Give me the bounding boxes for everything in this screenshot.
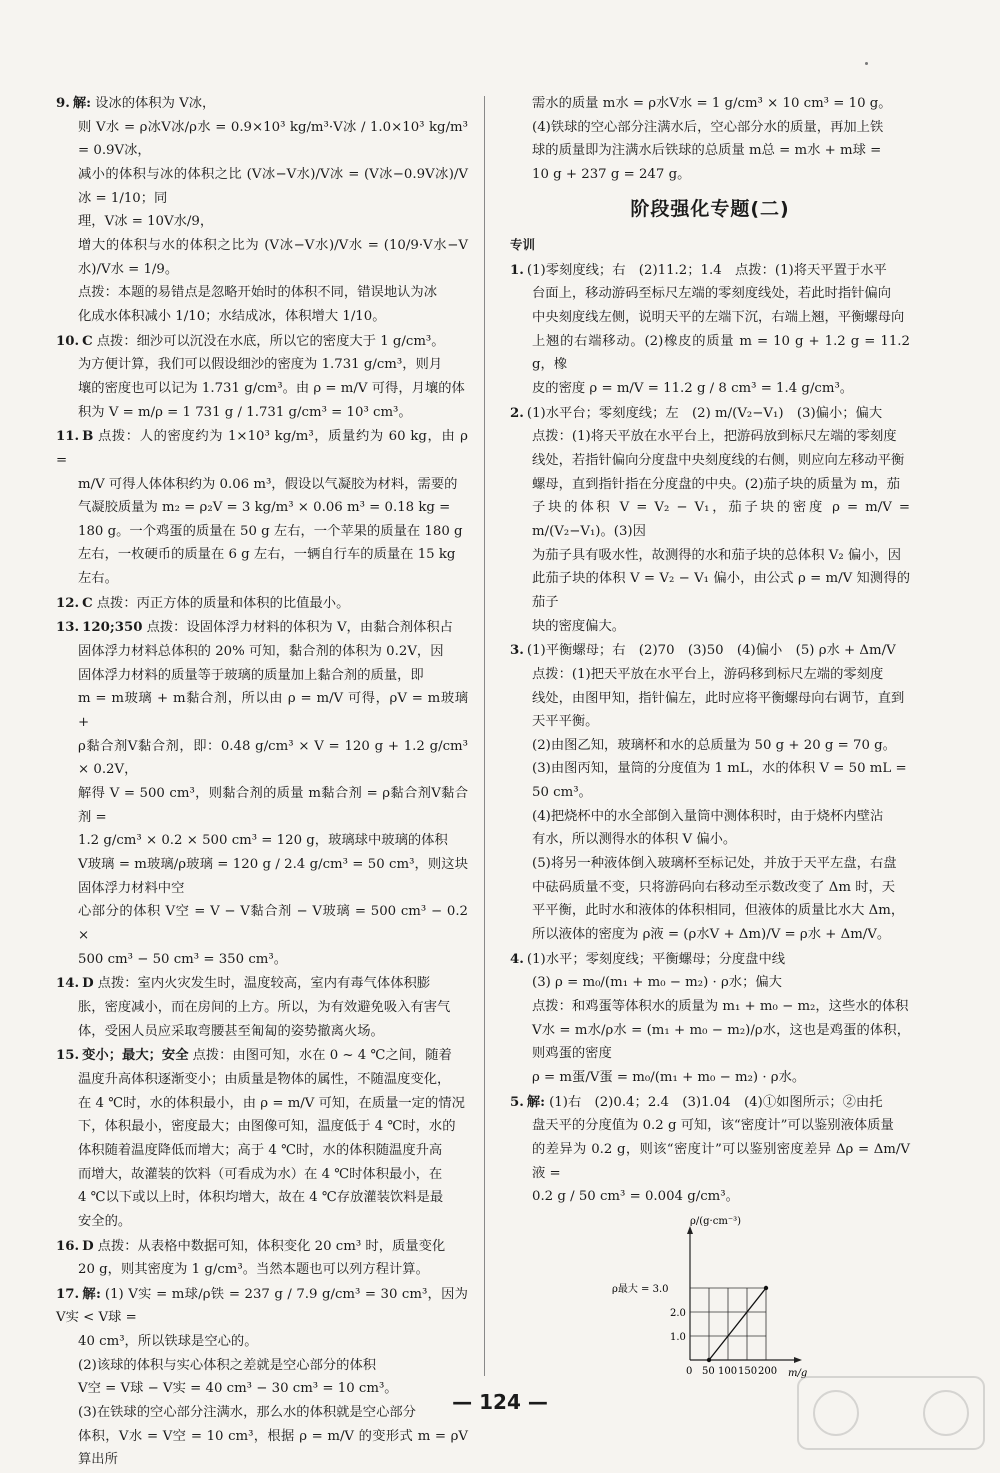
item-number: 11. bbox=[56, 429, 80, 445]
line-text: 点拨：从表格中数据可知，体积变化 20 cm³ 时，质量变化 bbox=[97, 1238, 446, 1254]
continued-line: (4)铁球的空心部分注满水后，空心部分水的质量，再加上铁 bbox=[532, 119, 884, 135]
line-text: 180 g。一个鸡蛋的质量在 50 g 左右，一个苹果的质量在 180 g bbox=[78, 523, 463, 539]
line-text: 体，受困人员应采取弯腰甚至匍匐的姿势撤离火场。 bbox=[78, 1023, 384, 1039]
left-item-line bbox=[56, 1092, 468, 1116]
line-text: 点拨：细沙可以沉没在水底，所以它的密度大于 1 g/cm³。 bbox=[96, 333, 445, 349]
right-item bbox=[510, 259, 910, 401]
page-number: — 124 — bbox=[452, 1390, 548, 1414]
left-item-line bbox=[56, 640, 468, 664]
watermark-left bbox=[12, 760, 102, 1280]
left-item-line bbox=[56, 1068, 468, 1092]
line-text: (1)平衡螺母；右 (2)70 (3)50 (4)偏小 (5) ρ水 + Δm/V bbox=[526, 643, 896, 659]
line-text: ρ = m蛋/V蛋 = m₀/(m₁ + m₀ − m₂) · ρ水。 bbox=[532, 1070, 806, 1085]
speck bbox=[865, 62, 868, 65]
line-text: (1) V实 = m球/ρ铁 = 237 g / 7.9 g/cm³ = 30 cm³，因为 V实 < V球 = bbox=[56, 1286, 468, 1326]
left-item bbox=[56, 1044, 468, 1233]
continued-line: 球的质量即为注满水后铁球的总质量 m总 = m水 + m球 = bbox=[532, 143, 882, 159]
right-item-line bbox=[510, 259, 910, 283]
right-item-line bbox=[510, 496, 910, 543]
item-answer: 解: bbox=[82, 1286, 101, 1302]
left-item-line bbox=[56, 401, 468, 425]
right-item-line bbox=[510, 971, 910, 995]
right-item-line bbox=[510, 377, 910, 401]
item-answer: 120;350 bbox=[82, 620, 143, 636]
right-item-line bbox=[510, 639, 910, 663]
left-item bbox=[56, 1235, 468, 1282]
left-item-line bbox=[56, 900, 468, 947]
right-item-line bbox=[510, 710, 910, 734]
left-column bbox=[56, 92, 468, 1473]
item-number: 3. bbox=[510, 643, 524, 659]
item-answer: 解: bbox=[72, 96, 92, 111]
right-item-line bbox=[510, 876, 910, 900]
left-item-line bbox=[56, 520, 468, 544]
graph-x-axis-label: m/g bbox=[788, 1368, 808, 1379]
right-item-line bbox=[510, 1019, 910, 1066]
graph-y-max-label: ρ最大 = 3.0 bbox=[612, 1284, 669, 1295]
line-text: 20 g，则其密度为 1 g/cm³。当然本题也可以列方程计算。 bbox=[78, 1262, 429, 1278]
line-text: 体积，V水 = V空 = 10 cm³，根据 ρ = m/V 的变形式 m = ρV 算出所 bbox=[78, 1428, 468, 1468]
left-item-line bbox=[56, 1425, 468, 1472]
graph-y-tick-1: 1.0 bbox=[670, 1332, 686, 1343]
line-text: 增大的体积与水的体积之比为 (V冰−V水)/V水 = (10/9·V水−V水)/V水 = 1/9。 bbox=[78, 237, 468, 277]
left-item-line bbox=[56, 210, 468, 234]
left-item-line bbox=[56, 616, 468, 640]
line-text: 体积随着温度降低而增大；高于 4 ℃时，水的体积随温度升高 bbox=[78, 1142, 443, 1158]
item-number: 4. bbox=[510, 951, 524, 967]
line-text: (2)由图乙知，玻璃杯和水的总质量为 50 g + 20 g = 70 g。 bbox=[532, 737, 896, 753]
graph-x-tick-0: 0 bbox=[686, 1366, 693, 1377]
line-text: 胀，密度减小，而在房间的上方。所以，为有效避免吸入有害气 bbox=[78, 999, 451, 1015]
right-item bbox=[510, 1091, 910, 1209]
line-text: 点拨：人的密度约为 1×10³ kg/m³，质量约为 60 kg，由 ρ = bbox=[56, 429, 468, 468]
left-item bbox=[56, 616, 468, 971]
watermark-logo bbox=[796, 1373, 986, 1453]
item-number: 10. bbox=[56, 333, 80, 349]
line-text: 设冰的体积为 V冰， bbox=[95, 96, 216, 111]
left-item-line bbox=[56, 1044, 468, 1068]
line-text: (3) ρ = m₀/(m₁ + m₀ − m₂) · ρ水；偏大 bbox=[532, 975, 782, 991]
right-item bbox=[510, 948, 910, 1090]
right-item bbox=[510, 402, 910, 639]
line-text: 1.2 g/cm³ × 0.2 × 500 cm³ = 120 g，玻璃球中玻璃的体积 bbox=[78, 833, 448, 849]
line-text: (1)水平；零刻度线；平衡螺母；分度盘中线 bbox=[526, 951, 786, 967]
left-item-line bbox=[56, 496, 468, 520]
graph-x-tick-200: 200 bbox=[758, 1366, 778, 1377]
right-item-line bbox=[510, 852, 910, 876]
item-number: 12. bbox=[56, 595, 80, 611]
item-answer: 解: bbox=[526, 1094, 546, 1110]
left-item bbox=[56, 972, 468, 1043]
line-text: (4)把烧杯中的水全部倒入量筒中测体积时，由于烧杯内壁沾 bbox=[532, 808, 884, 824]
left-item-line bbox=[56, 473, 468, 497]
line-text: 心部分的体积 V空 = V − V黏合剂 − V玻璃 = 500 cm³ − 0.2 × bbox=[78, 904, 468, 943]
line-text: 温度升高体积逐渐变小；由质量是物体的属性，不随温度变化， bbox=[78, 1071, 451, 1087]
graph-x-tick-100: 100 bbox=[718, 1366, 738, 1377]
left-item-line bbox=[56, 234, 468, 281]
line-text: V水 = m水/ρ水 = (m₁ + m₀ − m₂)/ρ水，这也是鸡蛋的体积，则鸡蛋的密度 bbox=[532, 1022, 910, 1062]
item-answer: 变小；最大；安全 bbox=[82, 1048, 189, 1064]
line-text: 此茄子块的体积 V = V₂ − V₁ 偏小，由公式 ρ = m/V 知测得的茄子 bbox=[532, 571, 910, 610]
left-item-line bbox=[56, 853, 468, 900]
left-item-line bbox=[56, 972, 468, 996]
item-answer: C bbox=[82, 333, 93, 349]
line-text: 天平平衡。 bbox=[532, 714, 599, 730]
density-graph bbox=[612, 1210, 822, 1390]
left-item-line bbox=[56, 1020, 468, 1044]
right-item-line bbox=[510, 687, 910, 711]
line-text: 0.2 g / 50 cm³ = 0.004 g/cm³。 bbox=[532, 1189, 739, 1205]
line-text: m/V 可得人体体积约为 0.06 m³，假设以气凝胶为材料，需要的 bbox=[78, 476, 458, 492]
left-item-line bbox=[56, 829, 468, 853]
line-text: 理，V冰 = 10V水/9， bbox=[78, 214, 214, 230]
right-item-line bbox=[510, 995, 910, 1019]
line-text: (2)该球的体积与实心体积之差就是空心部分的体积 bbox=[78, 1357, 377, 1373]
line-text: 则 V水 = ρ冰V冰/ρ水 = 0.9×10³ kg/m³·V冰 / 1.0×10³ kg/m³ = 0.9V冰， bbox=[78, 119, 468, 159]
line-text: 固体浮力材料的质量等于玻璃的质量加上黏合剂的质量，即 bbox=[78, 667, 424, 683]
line-text: 点拨：本题的易错点是忽略开始时的体积不同，错误地认为冰 bbox=[78, 285, 438, 301]
right-item-line bbox=[510, 425, 910, 449]
line-text: (3)在铁球的空心部分注满水，那么水的体积就是空心部分 bbox=[78, 1405, 416, 1421]
right-item bbox=[510, 639, 910, 947]
right-item-line bbox=[510, 330, 910, 377]
right-item-line bbox=[510, 567, 910, 614]
graph-y-axis-label: ρ/(g·cm⁻³) bbox=[690, 1216, 742, 1227]
graph-x-tick-150: 150 bbox=[738, 1366, 758, 1377]
line-text: 平平衡，此时水和液体的体积相同，但液体的质量比水大 Δm， bbox=[532, 903, 905, 919]
line-text: 4 ℃以下或以上时，体积均增大，故在 4 ℃存放灌装饮料是最 bbox=[78, 1190, 444, 1206]
item-number: 13. bbox=[56, 620, 80, 636]
right-item-line bbox=[510, 923, 910, 947]
right-item-line bbox=[510, 663, 910, 687]
line-text: 500 cm³ − 50 cm³ = 350 cm³。 bbox=[78, 951, 288, 967]
line-text: 有水，所以测得水的体积 V 偏小。 bbox=[532, 832, 737, 848]
left-item-line bbox=[56, 592, 468, 616]
answer-list bbox=[510, 259, 910, 1209]
left-item-line bbox=[56, 377, 468, 401]
line-text: 下，体积最小，密度最大；由图像可知，温度低于 4 ℃时，水的 bbox=[78, 1119, 456, 1135]
left-item-line bbox=[56, 687, 468, 734]
left-item-line bbox=[56, 1235, 468, 1259]
line-text: 点拨：(1)将天平放在水平台上，把游码放到标尺左端的零刻度 bbox=[532, 429, 897, 445]
line-text: 点拨：设固体浮力材料的体积为 V，由黏合剂体积占 bbox=[146, 620, 453, 636]
right-item-line bbox=[510, 544, 910, 568]
left-item-line bbox=[56, 1330, 468, 1354]
line-text: 减小的体积与冰的体积之比 (V冰−V水)/V冰 = (V冰−0.9V冰)/V冰 = 1/10；同 bbox=[78, 166, 468, 206]
line-text: 线处，由图甲知，指针偏左，此时应将平衡螺母向右调节，直到 bbox=[532, 690, 905, 706]
left-item-line bbox=[56, 1283, 468, 1330]
section-label: 专训 bbox=[510, 237, 536, 253]
left-item bbox=[56, 92, 468, 329]
line-text: 左右。 bbox=[78, 571, 118, 587]
left-item-line bbox=[56, 1163, 468, 1187]
line-text: 线处，若指针偏向分度盘中央刻度线的右侧，则应向左移动平衡 bbox=[532, 452, 905, 468]
line-text: 为茄子具有吸水性，故测得的水和茄子块的总体积 V₂ 偏小，因 bbox=[532, 547, 902, 563]
line-text: (1)水平台；零刻度线；左 (2) m/(V₂−V₁) (3)偏小；偏大 bbox=[526, 405, 883, 421]
continued-answer bbox=[510, 92, 910, 187]
right-item-line bbox=[510, 1185, 910, 1209]
item-number: 2. bbox=[510, 405, 524, 421]
right-item-line bbox=[510, 757, 910, 781]
left-item-line bbox=[56, 996, 468, 1020]
left-item-line bbox=[56, 163, 468, 210]
line-text: 点拨：丙正方体的质量和体积的比值最小。 bbox=[96, 595, 350, 611]
line-text: 子块的体积 V = V₂ − V₁，茄子块的密度 ρ = m/V = m/(V₂−V₁)。(3)因 bbox=[532, 500, 910, 539]
left-item-line bbox=[56, 1115, 468, 1139]
left-item-line bbox=[56, 305, 468, 329]
right-item-line bbox=[510, 899, 910, 923]
line-text: 为方便计算，我们可以假设细沙的密度为 1.731 g/cm³，则月 bbox=[78, 357, 443, 373]
left-item-line bbox=[56, 664, 468, 688]
left-item-line bbox=[56, 281, 468, 305]
right-item-line bbox=[510, 402, 910, 426]
line-text: 点拨：和鸡蛋等体积水的质量为 m₁ + m₀ − m₂，这些水的体积 bbox=[532, 999, 909, 1015]
line-text: 而增大，故灌装的饮料（可看成为水）在 4 ℃时体积最小，在 bbox=[78, 1166, 443, 1182]
line-text: 解得 V = 500 cm³，则黏合剂的质量 m黏合剂 = ρ黏合剂V黏合剂 = bbox=[78, 786, 468, 825]
left-item-line bbox=[56, 92, 468, 116]
left-item-line bbox=[56, 1186, 468, 1210]
right-item-line bbox=[510, 1138, 910, 1185]
right-item-line bbox=[510, 1091, 910, 1115]
right-item-line bbox=[510, 282, 910, 306]
line-text: V空 = V球 − V实 = 40 cm³ − 30 cm³ = 10 cm³。 bbox=[78, 1381, 398, 1397]
right-column bbox=[510, 92, 910, 1210]
line-text: 在 4 ℃时，水的体积最小，由 ρ = m/V 可知，在质量一定的情况 bbox=[78, 1095, 465, 1111]
column-divider bbox=[484, 96, 485, 1376]
line-text: 上翘的右端移动。(2)橡皮的质量 m = 10 g + 1.2 g = 11.2 g，橡 bbox=[532, 333, 910, 373]
item-number: 1. bbox=[510, 262, 524, 278]
left-item-line bbox=[56, 425, 468, 472]
left-item-line bbox=[56, 948, 468, 972]
left-item-line bbox=[56, 1258, 468, 1282]
item-answer: D bbox=[82, 1238, 94, 1254]
line-text: 50 cm³。 bbox=[532, 785, 592, 801]
item-number: 17. bbox=[56, 1286, 80, 1302]
line-text: m = m玻璃 + m黏合剂，所以由 ρ = m/V 可得，ρV = m玻璃 + bbox=[78, 691, 468, 731]
item-number: 5. bbox=[510, 1094, 524, 1110]
line-text: 中央刻度线左侧，说明天平的左端下沉，右端上翘，平衡螺母向 bbox=[532, 310, 905, 325]
line-text: V玻璃 = m玻璃/ρ玻璃 = 120 g / 2.4 g/cm³ = 50 cm³，则这块固体浮力材料中空 bbox=[78, 857, 468, 896]
line-text: 的差异为 0.2 g，则该“密度计”可以鉴别密度差异 Δρ = Δm/V液 = bbox=[532, 1141, 910, 1181]
line-text: 点拨：室内火灾发生时，温度较高，室内有毒气体体积膨 bbox=[97, 976, 431, 992]
line-text: ρ黏合剂V黏合剂，即：0.48 g/cm³ × V = 120 g + 1.2 g/cm³ × 0.2V， bbox=[78, 738, 468, 778]
left-item-line bbox=[56, 543, 468, 567]
item-number: 15. bbox=[56, 1048, 80, 1064]
item-number: 16. bbox=[56, 1238, 80, 1254]
left-item-line bbox=[56, 1354, 468, 1378]
line-text: 皮的密度 ρ = m/V = 11.2 g / 8 cm³ = 1.4 g/cm³。 bbox=[532, 380, 854, 396]
line-text: 安全的。 bbox=[78, 1213, 132, 1229]
right-item-line bbox=[510, 615, 910, 639]
line-text: 螺母，直到指针指在分度盘的中央。(2)茄子块的质量为 m，茄 bbox=[532, 476, 901, 492]
right-item-line bbox=[510, 805, 910, 829]
left-item-line bbox=[56, 1139, 468, 1163]
graph-y-tick-2: 2.0 bbox=[670, 1308, 686, 1319]
left-item bbox=[56, 1283, 468, 1472]
graph-x-tick-50: 50 bbox=[702, 1366, 715, 1377]
right-item-line bbox=[510, 449, 910, 473]
item-number: 9. bbox=[56, 96, 70, 111]
left-item-line bbox=[56, 1210, 468, 1234]
left-item-line bbox=[56, 330, 468, 354]
item-answer: D bbox=[82, 976, 94, 992]
left-item-line bbox=[56, 735, 468, 782]
left-item-line bbox=[56, 782, 468, 829]
left-item bbox=[56, 425, 468, 591]
line-text: 中砝码质量不变，只将游码向右移动至示数改变了 Δm 时，天 bbox=[532, 879, 896, 895]
left-item bbox=[56, 592, 468, 616]
right-item-line bbox=[510, 473, 910, 497]
left-item-line bbox=[56, 567, 468, 591]
line-text: 台面上，移动游码至标尺左端的零刻度线处，若此时指针偏向 bbox=[532, 286, 892, 302]
item-answer: C bbox=[82, 595, 93, 611]
right-item-line bbox=[510, 1066, 910, 1090]
line-text: 块的密度偏大。 bbox=[532, 618, 626, 634]
left-item-line bbox=[56, 353, 468, 377]
line-text: 点拨：(1)把天平放在水平台上，游码移到标尺左端的零刻度 bbox=[532, 666, 884, 682]
right-item-line bbox=[510, 828, 910, 852]
right-item-line bbox=[510, 306, 910, 330]
graph-line bbox=[709, 1288, 766, 1360]
right-item-line bbox=[510, 1114, 910, 1138]
line-text: 40 cm³，所以铁球是空心的。 bbox=[78, 1334, 258, 1350]
line-text: (5)将另一种液体倒入玻璃杯至标记处，并放于天平左盘，右盘 bbox=[532, 856, 897, 872]
right-item-line bbox=[510, 781, 910, 805]
left-item bbox=[56, 330, 468, 425]
line-text: 左右，一枚硬币的质量在 6 g 左右，一辆自行车的质量在 15 kg bbox=[78, 547, 456, 563]
line-text: (3)由图丙知，量筒的分度值为 1 mL，水的体积 V = 50 mL = bbox=[532, 761, 907, 777]
line-text: 气凝胶质量为 m₂ = ρ₂V = 3 kg/m³ × 0.06 m³ = 0.18 kg = bbox=[78, 500, 451, 516]
line-text: (1)零刻度线；右 (2)11.2；1.4 点拨：(1)将天平置于水平 bbox=[526, 262, 887, 278]
item-answer: B bbox=[82, 429, 94, 445]
line-text: (1)右 (2)0.4；2.4 (3)1.04 (4)①如图所示；②由托 bbox=[549, 1094, 883, 1110]
line-text: 盘天平的分度值为 0.2 g 可知，该“密度计”可以鉴别液体质量 bbox=[532, 1118, 894, 1134]
continued-line: 需水的质量 m水 = ρ水V水 = 1 g/cm³ × 10 cm³ = 10 g。 bbox=[532, 96, 892, 111]
line-text: 积为 V = m/ρ = 1 731 g / 1.731 g/cm³ = 10³ cm³。 bbox=[78, 404, 412, 420]
line-text: 固体浮力材料总体积的 20% 可知，黏合剂的体积为 0.2V，因 bbox=[78, 644, 444, 660]
line-text: 点拨：由图可知，水在 0 ~ 4 ℃之间，随着 bbox=[192, 1048, 452, 1064]
item-number: 14. bbox=[56, 976, 80, 992]
line-text: 所以液体的密度为 ρ液 = (ρ水V + Δm)/V = ρ水 + Δm/V。 bbox=[532, 927, 891, 943]
continued-line: 10 g + 237 g = 247 g。 bbox=[532, 166, 691, 182]
right-item-line bbox=[510, 734, 910, 758]
right-item-line bbox=[510, 948, 910, 972]
left-item-line bbox=[56, 116, 468, 163]
line-text: 化成水体积减小 1/10；水结成冰，体积增大 1/10。 bbox=[78, 308, 386, 324]
section-title: 阶段强化专题(二) bbox=[630, 197, 790, 220]
line-text: 壤的密度也可以记为 1.731 g/cm³。由 ρ = m/V 可得，月壤的体 bbox=[78, 380, 465, 396]
